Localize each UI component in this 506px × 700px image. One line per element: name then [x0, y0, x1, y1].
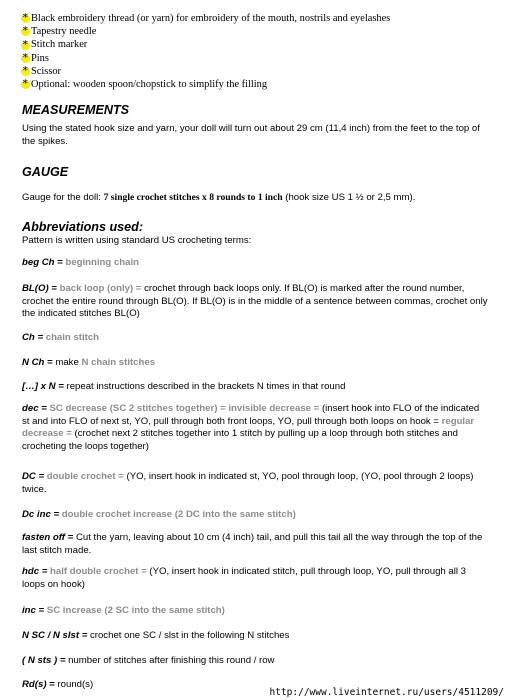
abbr-dc: DC = double crochet = (YO, insert hook in indicated st, YO, pool through loop, (YO, pool through 2 loops) twice.: [22, 471, 474, 495]
star-bullet-icon: [21, 27, 30, 36]
measurements-text: Using the stated hook size and yarn, your doll will turn out about 29 cm (11,4 inch) from the feet to the top of the spikes.: [22, 123, 480, 147]
abbr-blo: BL(O) = back loop (only) = crochet through back loops only. If BL(O) is marked after the round number, crochet the entire round through BL(O). If BL(O) is in the middle of a sentence between commas, crochet only the indicated stitches BL(O): [22, 283, 488, 320]
star-bullet-icon: [21, 54, 30, 63]
star-bullet-icon: [21, 14, 30, 23]
abbr-n-sc: N SC / N slst = crochet one SC / slst in the following N stitches: [22, 630, 290, 641]
abbreviations-intro: Pattern is written using standard US crocheting terms:: [22, 235, 252, 246]
list-item: * Tapestry needle: [21, 25, 390, 38]
abbreviations-heading: Abbreviations used:: [22, 220, 144, 234]
star-bullet-icon: [21, 41, 30, 50]
abbr-n-ch: N Ch = make N chain stitches: [22, 357, 156, 368]
list-item: * Scissor: [21, 65, 390, 78]
abbr-repeat: […] x N = repeat instructions described in the brackets N times in that round: [22, 381, 346, 392]
list-item: * Pins: [21, 52, 390, 65]
abbr-inc: inc = SC increase (2 SC into the same stitch): [22, 605, 225, 616]
list-item: * Optional: wooden spoon/chopstick to simplify the filling: [21, 78, 390, 91]
list-item: * Black embroidery thread (or yarn) for embroidery of the mouth, nostrils and eyelashes: [21, 12, 390, 25]
abbr-ch: Ch = chain stitch: [22, 332, 100, 343]
abbr-rds: Rd(s) = round(s): [22, 679, 94, 690]
gauge-heading: GAUGE: [22, 165, 69, 179]
watermark-url: http://www.liveinternet.ru/users/4511209/: [269, 687, 504, 698]
list-item: * Stitch marker: [21, 38, 390, 51]
abbr-hdc: hdc = half double crochet = (YO, insert hook in indicated stitch, pull through loop, YO, pull through all 3 loops on hook): [22, 566, 467, 590]
abbr-n-sts: ( N sts ) = number of stitches after finishing this round / row: [22, 655, 275, 666]
materials-list: [21, 12, 390, 91]
measurements-heading: MEASUREMENTS: [22, 103, 130, 117]
star-bullet-icon: [21, 80, 30, 89]
abbr-dec: dec = SC decrease (SC 2 stitches together) = invisible decrease = (insert hook into FLO of the indicated st and into FLO of next st, YO, pull through both front loops, YO, pull through both loops on hook = regular decrease = (crochet next 2 stitches together into 1 stitch by pulling up a loop through both stitches and crocheting the loops together): [22, 403, 480, 452]
abbr-beg-ch: beg Ch = beginning chain: [22, 257, 140, 268]
star-bullet-icon: [21, 67, 30, 76]
abbr-fasten-off: fasten off = Cut the yarn, leaving about 10 cm (4 inch) tail, and pull this tail all the way through the top of the last stitch made.: [22, 532, 483, 556]
abbr-dc-inc: Dc inc = double crochet increase (2 DC into the same stitch): [22, 509, 296, 520]
gauge-text: Gauge for the doll: 7 single crochet stitches x 8 rounds to 1 inch (hook size US 1 ½ or 2,5 mm).: [22, 192, 416, 203]
